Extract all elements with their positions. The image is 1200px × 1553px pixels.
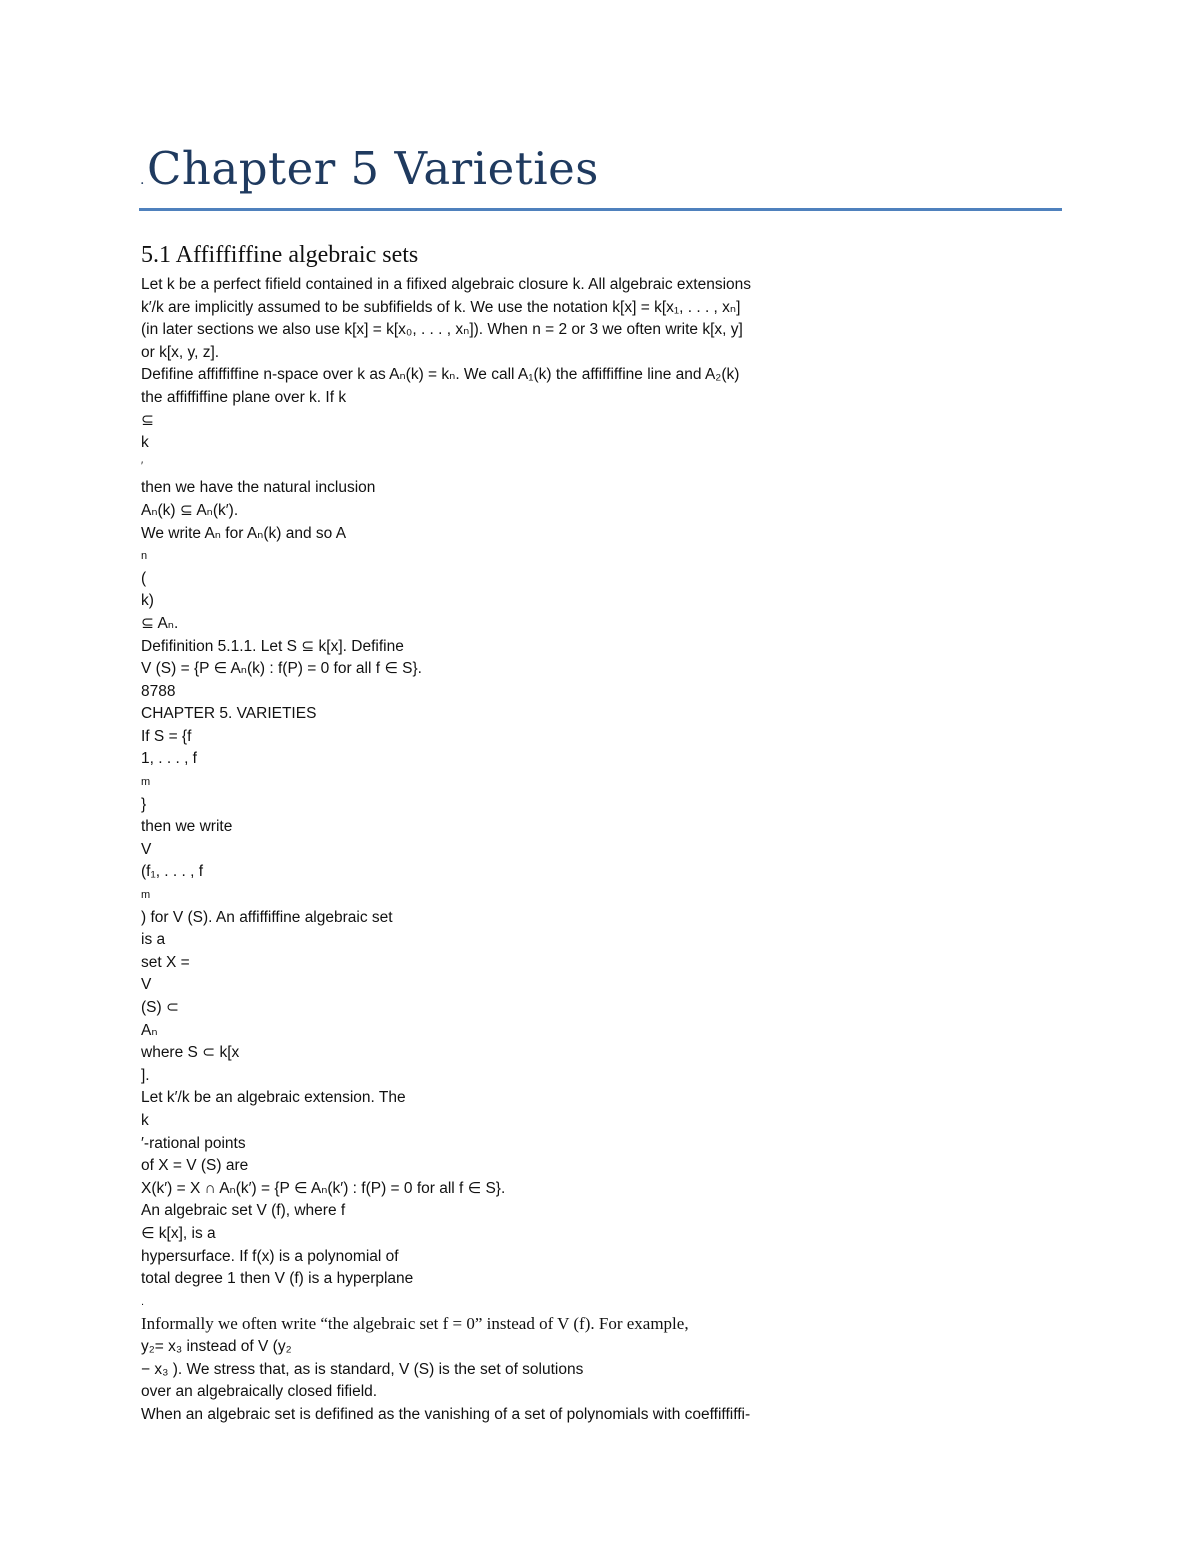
text-line: where S ⊂ k[x <box>141 1044 240 1062</box>
body-text <box>141 274 1071 1426</box>
text-line: . <box>141 1295 145 1308</box>
text-line: Aₙ(k) ⊆ Aₙ(k′). <box>141 501 239 519</box>
text-line: the affiffiffine plane over k. If k <box>141 388 347 406</box>
chapter-title-marker: . <box>140 172 145 188</box>
title-rule-divider <box>139 208 1062 211</box>
text-line: If S = {f <box>141 727 192 745</box>
text-line: y₂= x₃ instead of V (y₂ <box>141 1337 292 1355</box>
text-line: We write Aₙ for Aₙ(k) and so A <box>141 524 347 542</box>
text-line: (in later sections we also use k[x] = k[x₀, . . . , xₙ]). When n = 2 or 3 we often write k[x, y] <box>141 321 743 339</box>
text-line: (S) ⊂ <box>141 999 179 1016</box>
text-line: − x₃ ). We stress that, as is standard, V (S) is the set of solutions <box>141 1360 584 1378</box>
text-line: CHAPTER 5. VARIETIES <box>141 705 317 723</box>
text-line: ′-rational points <box>141 1134 246 1152</box>
text-line: 1, . . . , f <box>141 750 197 768</box>
chapter-title-text: Chapter 5 Varieties <box>146 142 599 195</box>
text-line: ⊆ Aₙ. <box>141 614 179 632</box>
text-line: ( <box>141 569 147 587</box>
text-line: Aₙ <box>141 1021 158 1039</box>
text-line: ′ <box>141 459 144 472</box>
text-line: total degree 1 then V (f) is a hyperplane <box>141 1270 414 1288</box>
text-line: V (S) = {P ∈ Aₙ(k) : f(P) = 0 for all f ∈ S}. <box>141 660 422 678</box>
text-line: Defifine affiffiffine n-space over k as Aₙ(k) = kₙ. We call A₁(k) the affiffiffine line and A₂(k) <box>141 366 740 384</box>
text-line: k′/k are implicitly assumed to be subfifields of k. We use the notation k[x] = k[x₁, . . . , xₙ] <box>141 298 741 316</box>
text-line: Let k′/k be an algebraic extension. The <box>141 1089 406 1107</box>
text-line: then we have the natural inclusion <box>141 479 376 497</box>
text-line: is a <box>141 931 166 949</box>
text-line: An algebraic set V (f), where f <box>141 1202 346 1220</box>
text-line: then we write <box>141 818 233 836</box>
text-line: ) for V (S). An affiffiffine algebraic set <box>141 908 393 926</box>
text-line: k <box>141 434 149 452</box>
text-line: ]. <box>141 1066 150 1084</box>
text-line: X(k′) = X ∩ Aₙ(k′) = {P ∈ Aₙ(k′) : f(P) = 0 for all f ∈ S}. <box>141 1179 506 1197</box>
text-line: Informally we often write “the algebraic set f = 0” instead of V (f). For example, <box>141 1314 689 1334</box>
text-line: ∈ k[x], is a <box>141 1224 216 1242</box>
text-line: k) <box>141 592 154 610</box>
text-line: n <box>141 550 148 563</box>
text-line: ⊆ <box>141 411 154 429</box>
text-line: V <box>141 976 152 994</box>
text-line: or k[x, y, z]. <box>141 343 220 361</box>
text-line: Let k be a perfect fifield contained in a fifixed algebraic closure k. All algebraic extensions <box>141 276 752 293</box>
text-line: Defifinition 5.1.1. Let S ⊆ k[x]. Defifine <box>141 637 404 655</box>
text-line: hypersurface. If f(x) is a polynomial of <box>141 1247 399 1265</box>
text-line: V <box>141 840 152 858</box>
text-line: } <box>141 795 147 813</box>
text-line: m <box>141 889 151 902</box>
text-line: 8788 <box>141 682 176 700</box>
chapter-title <box>140 142 599 195</box>
text-line: set X = <box>141 953 190 971</box>
text-line: of X = V (S) are <box>141 1157 249 1175</box>
text-line: m <box>141 776 151 789</box>
text-line: When an algebraic set is defifined as the vanishing of a set of polynomials with coeffiffiffi- <box>141 1405 751 1423</box>
text-line: over an algebraically closed fifield. <box>141 1383 378 1401</box>
text-line: (f₁, . . . , f <box>141 863 204 881</box>
text-line: k <box>141 1111 149 1129</box>
section-heading: 5.1 Affiffiffine algebraic sets <box>141 242 419 268</box>
